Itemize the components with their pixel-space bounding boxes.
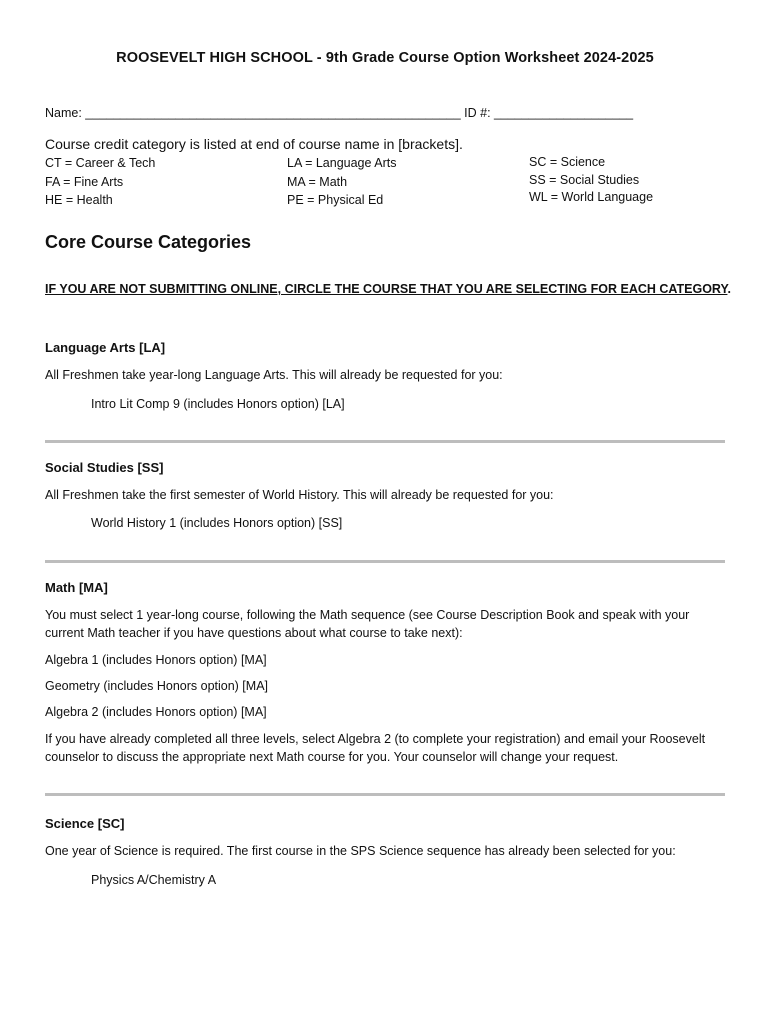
legend-item: FA = Fine Arts (45, 174, 124, 189)
legend-column-2 (287, 154, 396, 210)
circle-instruction (45, 282, 731, 296)
course-option[interactable]: Physics A/Chemistry A (91, 873, 217, 887)
core-categories-heading: Core Course Categories (45, 232, 252, 252)
section-description: One year of Science is required. The first course in the SPS Science sequence has already been selected for you: (45, 844, 676, 858)
legend-item: SC = Science (529, 155, 606, 169)
course-option[interactable]: Geometry (includes Honors option) [MA] (45, 679, 269, 693)
course-option[interactable]: Intro Lit Comp 9 (includes Honors option) [LA] (91, 397, 345, 411)
instruction-period: . (727, 282, 731, 296)
legend-item: HE = Health (45, 193, 113, 207)
course-option[interactable]: World History 1 (includes Honors option) [SS] (91, 516, 343, 530)
section-description: You must select 1 year-long course, following the Math sequence (see Course Description Book and speak with your current Math teacher if you have questions about what course to take next): (45, 608, 690, 640)
legend-item: CT = Career & Tech (45, 156, 156, 170)
section-description: All Freshmen take year-long Language Arts. This will already be requested for you: (45, 368, 503, 382)
name-id-field-line[interactable]: Name: ______________________________________________________ ID #: ____________________ (45, 106, 634, 120)
legend-item: MA = Math (287, 174, 348, 189)
math-note: If you have already completed all three levels, select Algebra 2 (to complete your registration) and email your Roosevelt counselor to discuss the appropriate next Math course for you. Your counselor will change your request. (45, 732, 706, 764)
section-heading-science: Science [SC] (45, 816, 125, 831)
section-heading-social-studies: Social Studies [SS] (45, 460, 164, 475)
page-title: ROOSEVELT HIGH SCHOOL - 9th Grade Course Option Worksheet 2024-2025 (116, 50, 654, 66)
section-description: All Freshmen take the first semester of World History. This will already be requested for you: (45, 488, 554, 502)
course-option[interactable]: Algebra 1 (includes Honors option) [MA] (45, 653, 267, 667)
legend-item: SS = Social Studies (529, 172, 640, 187)
section-divider (45, 793, 725, 796)
section-heading-language-arts: Language Arts [LA] (45, 340, 166, 355)
course-option[interactable]: Algebra 2 (includes Honors option) [MA] (45, 705, 267, 719)
section-divider (45, 440, 725, 443)
credit-category-intro: Course credit category is listed at end of course name in [brackets]. (45, 136, 463, 152)
section-heading-math: Math [MA] (45, 580, 108, 595)
legend-item: PE = Physical Ed (287, 193, 384, 207)
legend-column-1 (45, 154, 155, 210)
legend-column-3 (529, 154, 653, 207)
instruction-text: IF YOU ARE NOT SUBMITTING ONLINE, CIRCLE THE COURSE THAT YOU ARE SELECTING FOR EACH CATEGORY (45, 282, 728, 296)
legend-item: LA = Language Arts (287, 156, 397, 170)
legend-item: WL = World Language (529, 190, 654, 204)
section-divider (45, 560, 725, 563)
